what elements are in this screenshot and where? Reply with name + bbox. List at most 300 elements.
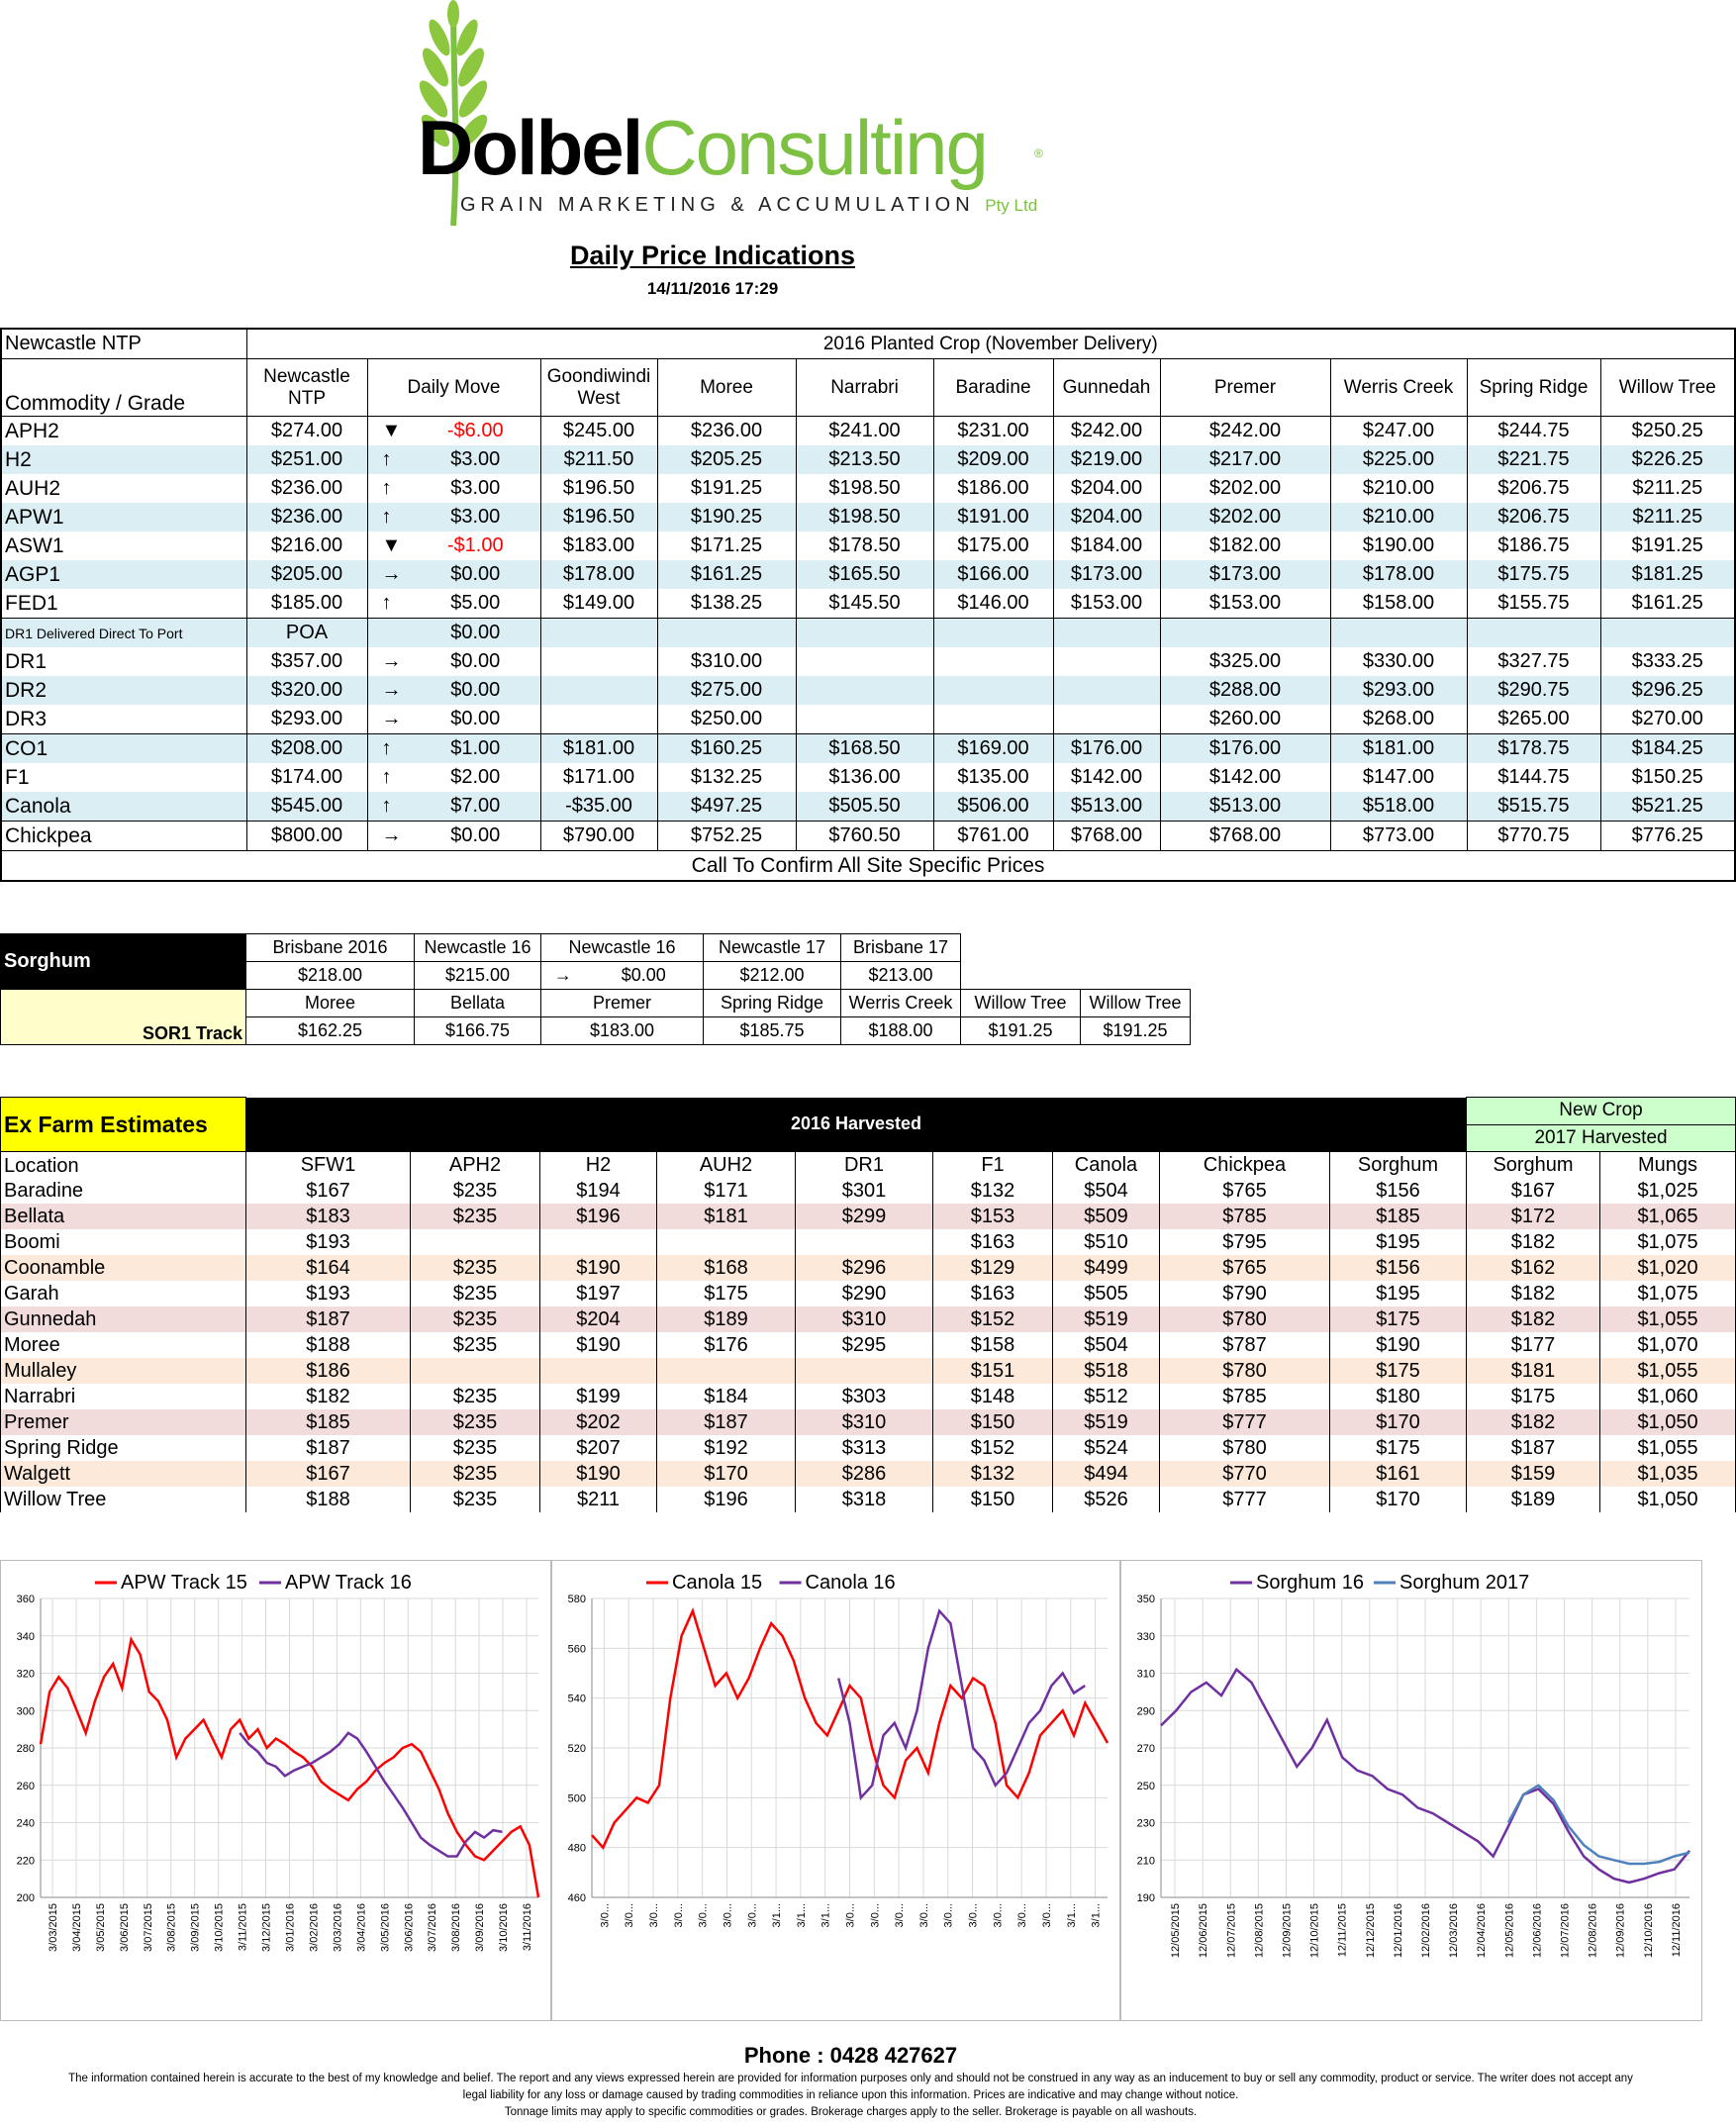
site-price: $138.25 [657,589,796,619]
price-table-body [1,417,1735,851]
x-tick-label: 3/0... [697,1903,710,1928]
site-price: $270.00 [1600,705,1735,734]
exfarm-price: $181 [657,1204,796,1229]
site-price: $776.25 [1600,822,1735,851]
site-price [540,676,657,705]
exfarm-col-header: Mungs [1600,1152,1736,1179]
site-price: $770.75 [1467,822,1600,851]
exfarm-price: $161 [1330,1461,1467,1487]
exfarm-col-header: APH2 [411,1152,540,1179]
daily-move: $3.00 [411,474,540,503]
exfarm-price: $167 [246,1178,411,1204]
exfarm-price: $185 [1330,1204,1467,1229]
exfarm-row [1,1409,1736,1435]
ntp-price: $357.00 [246,647,367,676]
location-cell: Boomi [1,1229,246,1255]
price-row [1,503,1735,532]
exfarm-price: $195 [1330,1229,1467,1255]
ntp-price: $174.00 [246,763,367,792]
x-tick-label: 3/07/2015 [142,1903,154,1952]
exfarm-price: $770 [1160,1461,1330,1487]
exfarm-price: $182 [1467,1306,1600,1332]
site-price [796,619,933,648]
exfarm-col-header: Sorghum [1467,1152,1600,1179]
x-tick-label: 3/1... [820,1903,832,1928]
exfarm-row [1,1306,1736,1332]
y-tick-label: 320 [16,1668,35,1681]
legend-label: Sorghum 2017 [1399,1572,1530,1594]
exfarm-price: $518 [1053,1358,1160,1384]
site-price: $242.00 [1053,417,1160,446]
exfarm-price: $194 [540,1178,657,1204]
exfarm-price: $158 [933,1332,1053,1358]
daily-move: $1.00 [411,734,540,764]
ntp-price: $251.00 [246,445,367,474]
site-price: $198.50 [796,503,933,532]
daily-move: $3.00 [411,445,540,474]
grade-cell: Canola [1,792,246,822]
daily-move: $0.00 [411,822,540,851]
site-price: $150.25 [1600,763,1735,792]
site-price: $213.50 [796,445,933,474]
x-tick-label: 3/0... [894,1903,907,1928]
exfarm-price: $168 [657,1255,796,1281]
site-price: $288.00 [1160,676,1330,705]
exfarm-row [1,1178,1736,1204]
site-price: $244.75 [1467,417,1600,446]
site-price: $521.25 [1600,792,1735,822]
move-arrow: ↑ [367,734,411,764]
col-header-newcastle: Newcastle NTP [246,359,367,417]
grade-cell: FED1 [1,589,246,619]
x-tick-label: 3/1... [771,1903,784,1928]
site-price: $290.75 [1467,676,1600,705]
site-price: $178.50 [796,532,933,560]
exfarm-price: $187 [246,1306,411,1332]
exfarm-price: $494 [1053,1461,1160,1487]
exfarm-price [411,1229,540,1255]
move-arrow: ↑ [367,792,411,822]
y-tick-label: 520 [567,1743,586,1755]
site-price: $153.00 [1160,589,1330,619]
location-cell: Premer [1,1409,246,1435]
exfarm-price: $1,055 [1600,1435,1736,1461]
price-row [1,417,1735,446]
exfarm-price [796,1229,933,1255]
exfarm-title-row [1,1098,1736,1125]
exfarm-price: $176 [657,1332,796,1358]
sorghum-port-value: $212.00 [704,962,841,990]
series-line [838,1611,1085,1798]
exfarm-row [1,1358,1736,1384]
col-header-site: Gunnedah [1053,359,1160,417]
move-arrow [367,619,411,648]
site-price: $171.25 [657,532,796,560]
location-cell: Gunnedah [1,1306,246,1332]
site-price [933,647,1053,676]
site-price: $242.00 [1160,417,1330,446]
daily-move: $7.00 [411,792,540,822]
y-tick-label: 500 [567,1792,586,1805]
exfarm-price: $290 [796,1281,933,1306]
exfarm-price: $504 [1053,1178,1160,1204]
site-price: $190.25 [657,503,796,532]
site-price [1600,619,1735,648]
sorghum-port-header: Newcastle 17 [704,934,841,962]
site-price: $325.00 [1160,647,1330,676]
exfarm-price: $1,060 [1600,1384,1736,1409]
x-tick-label: 12/08/2016 [1587,1903,1599,1959]
x-tick-label: 12/02/2016 [1420,1903,1432,1959]
daily-move: $0.00 [411,676,540,705]
site-price [796,705,933,734]
x-tick-label: 12/07/2015 [1225,1903,1238,1959]
exfarm-row [1,1461,1736,1487]
exfarm-price: $159 [1467,1461,1600,1487]
site-price: $790.00 [540,822,657,851]
x-tick-label: 3/11/2016 [522,1903,534,1952]
y-tick-label: 540 [567,1693,586,1705]
site-price: $183.00 [540,532,657,560]
series-line [240,1733,502,1857]
exfarm-price: $163 [933,1281,1053,1306]
exfarm-table [0,1097,1736,1512]
site-price: $221.75 [1467,445,1600,474]
exfarm-price: $301 [796,1178,933,1204]
site-price: $196.50 [540,503,657,532]
x-tick-label: 3/1... [795,1903,808,1928]
site-price: $178.75 [1467,734,1600,764]
sorghum-value: $183.00 [541,1017,704,1045]
grade-cell: H2 [1,445,246,474]
site-price [540,619,657,648]
exfarm-price: $188 [246,1332,411,1358]
x-tick-label: 12/01/2016 [1392,1903,1404,1959]
series-line [1508,1786,1689,1864]
exfarm-price: $1,025 [1600,1178,1736,1204]
site-price: $761.00 [933,822,1053,851]
site-price: $202.00 [1160,503,1330,532]
site-price: $173.00 [1160,560,1330,589]
exfarm-price [657,1229,796,1255]
move-arrow: → [367,705,411,734]
site-price: $176.00 [1160,734,1330,764]
exfarm-price [411,1358,540,1384]
x-tick-label: 3/0... [624,1903,636,1928]
exfarm-price: $132 [933,1178,1053,1204]
exfarm-price: $171 [657,1178,796,1204]
x-tick-label: 3/04/2015 [70,1903,83,1952]
exfarm-price: $207 [540,1435,657,1461]
site-price: $142.00 [1160,763,1330,792]
col-header-move: Daily Move [367,359,540,417]
col-header-site: Spring Ridge [1467,359,1600,417]
ntp-price: $800.00 [246,822,367,851]
grade-cell: CO1 [1,734,246,764]
site-price: $330.00 [1330,647,1467,676]
exfarm-price: $526 [1053,1487,1160,1512]
site-price: $168.50 [796,734,933,764]
exfarm-price: $175 [1467,1384,1600,1409]
exfarm-price: $1,035 [1600,1461,1736,1487]
disclaimer-line: legal liability for any loss or damage caused by trading commodities in reliance upon this information. Prices are indicative and may change without notice. [462,2089,1239,2101]
location-cell: Walgett [1,1461,246,1487]
x-tick-label: 12/09/2016 [1614,1903,1627,1959]
site-price: $166.00 [933,560,1053,589]
x-tick-label: 3/06/2016 [403,1903,416,1952]
x-tick-label: 3/06/2015 [118,1903,131,1952]
site-price [540,647,657,676]
site-price: $165.50 [796,560,933,589]
exfarm-price: $785 [1160,1384,1330,1409]
y-tick-label: 350 [1136,1594,1155,1605]
exfarm-col-header: F1 [933,1152,1053,1179]
exfarm-price: $310 [796,1306,933,1332]
site-price: $333.25 [1600,647,1735,676]
site-price: $773.00 [1330,822,1467,851]
exfarm-price: $780 [1160,1435,1330,1461]
x-tick-label: 3/01/2016 [284,1903,297,1952]
site-price: $175.75 [1467,560,1600,589]
y-tick-label: 220 [16,1855,35,1868]
sorghum-site: Werris Creek [841,990,961,1017]
site-price: $268.00 [1330,705,1467,734]
sorghum-move-value: $0.00 [585,962,704,990]
sorghum-port-header: Newcastle 16 [541,934,704,962]
exfarm-row [1,1229,1736,1255]
sorghum-port-header: Newcastle 16 [415,934,541,962]
exfarm-row [1,1384,1736,1409]
sorghum-site: Willow Tree [1081,990,1191,1017]
x-tick-label: 3/07/2016 [427,1903,439,1952]
y-tick-label: 360 [16,1594,35,1605]
exfarm-price: $1,075 [1600,1281,1736,1306]
x-tick-label: 3/05/2016 [379,1903,392,1952]
exfarm-col-header: AUH2 [657,1152,796,1179]
x-tick-label: 3/09/2015 [189,1903,202,1952]
x-tick-label: 12/06/2015 [1198,1903,1210,1959]
grade-cell: DR1 [1,647,246,676]
canola-chart [551,1560,1120,2021]
site-price: $231.00 [933,417,1053,446]
legend-label: APW Track 15 [121,1572,247,1594]
site-price: $190.00 [1330,532,1467,560]
sorghum-value: $188.00 [841,1017,961,1045]
location-cell: Spring Ridge [1,1435,246,1461]
site-price: $265.00 [1467,705,1600,734]
x-tick-label: 3/08/2016 [450,1903,463,1952]
exfarm-price: $1,050 [1600,1409,1736,1435]
exfarm-row [1,1435,1736,1461]
exfarm-price: $182 [1467,1409,1600,1435]
ntp-price: $320.00 [246,676,367,705]
site-price: $176.00 [1053,734,1160,764]
disclaimer [5,2071,1696,2121]
exfarm-price: $150 [933,1409,1053,1435]
exfarm-price: $795 [1160,1229,1330,1255]
x-tick-label: 3/0... [746,1903,759,1928]
disclaimer-line: Tonnage limits may apply to specific commodities or grades. Brokerage charges apply to the seller. Brokerage is payable on all washouts. [504,2106,1198,2118]
y-tick-label: 310 [1136,1668,1155,1681]
exfarm-price: $1,055 [1600,1358,1736,1384]
site-price: $515.75 [1467,792,1600,822]
site-price [657,619,796,648]
x-tick-label: 12/05/2016 [1503,1903,1516,1959]
exfarm-price: $187 [657,1409,796,1435]
price-table [0,328,1736,882]
exfarm-price: $175 [1330,1358,1467,1384]
exfarm-table-body [1,1178,1736,1512]
exfarm-price: $310 [796,1409,933,1435]
site-price: $209.00 [933,445,1053,474]
y-tick-label: 300 [16,1705,35,1718]
exfarm-price: $235 [411,1461,540,1487]
site-price: $293.00 [1330,676,1467,705]
exfarm-price: $235 [411,1435,540,1461]
site-price: $225.00 [1330,445,1467,474]
new-crop-year: 2017 Harvested [1467,1124,1736,1152]
exfarm-price [540,1358,657,1384]
exfarm-price: $186 [246,1358,411,1384]
site-price: $206.75 [1467,503,1600,532]
exfarm-price [796,1358,933,1384]
site-price: $181.25 [1600,560,1735,589]
exfarm-price: $777 [1160,1487,1330,1512]
exfarm-price: $1,070 [1600,1332,1736,1358]
registered-mark: ® [1034,146,1043,160]
sorghum-value: $162.25 [246,1017,415,1045]
sorghum-port-header: Brisbane 2016 [246,934,415,962]
apw-chart-svg [1,1561,550,2020]
exfarm-price: $505 [1053,1281,1160,1306]
move-arrow: ▼ [367,532,411,560]
exfarm-price: $235 [411,1255,540,1281]
exfarm-price: $519 [1053,1409,1160,1435]
exfarm-price: $235 [411,1281,540,1306]
site-price: $186.00 [933,474,1053,503]
exfarm-price: $196 [657,1487,796,1512]
site-price: $146.00 [933,589,1053,619]
x-tick-label: 12/10/2016 [1642,1903,1655,1959]
exfarm-col-header: DR1 [796,1152,933,1179]
y-tick-label: 480 [567,1842,586,1855]
site-price: $250.00 [657,705,796,734]
exfarm-price: $519 [1053,1306,1160,1332]
x-tick-label: 3/11/2015 [237,1903,249,1952]
legend-label: Canola 16 [805,1572,896,1594]
exfarm-price: $190 [1330,1332,1467,1358]
exfarm-price: $164 [246,1255,411,1281]
sorghum-chart-svg [1121,1561,1701,2020]
site-price [1053,647,1160,676]
site-price: $760.50 [796,822,933,851]
grade-cell: F1 [1,763,246,792]
site-price: $226.25 [1600,445,1735,474]
x-tick-label: 12/07/2016 [1559,1903,1572,1959]
sorghum-site: Willow Tree [961,990,1081,1017]
exfarm-price: $189 [1467,1487,1600,1512]
location-cell: Mullaley [1,1358,246,1384]
exfarm-price: $777 [1160,1409,1330,1435]
exfarm-row [1,1332,1736,1358]
price-row [1,676,1735,705]
x-tick-label: 3/03/2015 [47,1903,59,1952]
site-price: $250.25 [1600,417,1735,446]
daily-move: $2.00 [411,763,540,792]
move-arrow: ↑ [367,503,411,532]
exfarm-price: $510 [1053,1229,1160,1255]
y-tick-label: 280 [16,1743,35,1755]
location-cell: Garah [1,1281,246,1306]
site-price: $181.00 [540,734,657,764]
site-price: $217.00 [1160,445,1330,474]
exfarm-price: $167 [246,1461,411,1487]
exfarm-price: $192 [657,1435,796,1461]
site-price: $144.75 [1467,763,1600,792]
sorghum-site: Bellata [415,990,541,1017]
exfarm-price: $504 [1053,1332,1160,1358]
daily-move: -$6.00 [411,417,540,446]
price-table-group-row [1,329,1735,359]
y-tick-label: 580 [567,1594,586,1605]
y-tick-label: 230 [1136,1817,1155,1830]
exfarm-price: $153 [933,1204,1053,1229]
exfarm-price: $170 [1330,1409,1467,1435]
exfarm-price: $185 [246,1409,411,1435]
ntp-price: $274.00 [246,417,367,446]
daily-move: $0.00 [411,619,540,648]
site-price: $202.00 [1160,474,1330,503]
site-price: $768.00 [1053,822,1160,851]
daily-move: -$1.00 [411,532,540,560]
exfarm-price: $197 [540,1281,657,1306]
exfarm-price: $286 [796,1461,933,1487]
x-tick-label: 3/0... [942,1903,955,1928]
grade-cell: APW1 [1,503,246,532]
exfarm-price: $170 [657,1461,796,1487]
group-header: 2016 Planted Crop (November Delivery) [246,329,1735,359]
y-tick-label: 250 [1136,1780,1155,1792]
site-price: $241.00 [796,417,933,446]
exfarm-price: $183 [246,1204,411,1229]
site-price: $184.00 [1053,532,1160,560]
exfarm-price: $524 [1053,1435,1160,1461]
x-tick-label: 12/10/2015 [1308,1903,1321,1959]
exfarm-title: Ex Farm Estimates [1,1098,246,1152]
exfarm-col-header: H2 [540,1152,657,1179]
site-price [1160,619,1330,648]
sorghum-site: Spring Ridge [704,990,841,1017]
exfarm-price: $175 [657,1281,796,1306]
exfarm-price: $780 [1160,1358,1330,1384]
daily-move: $5.00 [411,589,540,619]
ntp-price: $205.00 [246,560,367,589]
exfarm-price: $193 [246,1229,411,1255]
site-price: $210.00 [1330,503,1467,532]
new-crop-header: New Crop [1467,1098,1736,1125]
y-tick-label: 330 [1136,1630,1155,1643]
site-price: $173.00 [1053,560,1160,589]
exfarm-price: $167 [1467,1178,1600,1204]
exfarm-price: $177 [1467,1332,1600,1358]
site-price: $198.50 [796,474,933,503]
site-price: $275.00 [657,676,796,705]
move-arrow: ↑ [367,445,411,474]
x-tick-label: 3/09/2016 [474,1903,487,1952]
sorghum-empty-cell [961,934,1081,990]
sorghum-value: $191.25 [1081,1017,1191,1045]
site-price: $158.00 [1330,589,1467,619]
